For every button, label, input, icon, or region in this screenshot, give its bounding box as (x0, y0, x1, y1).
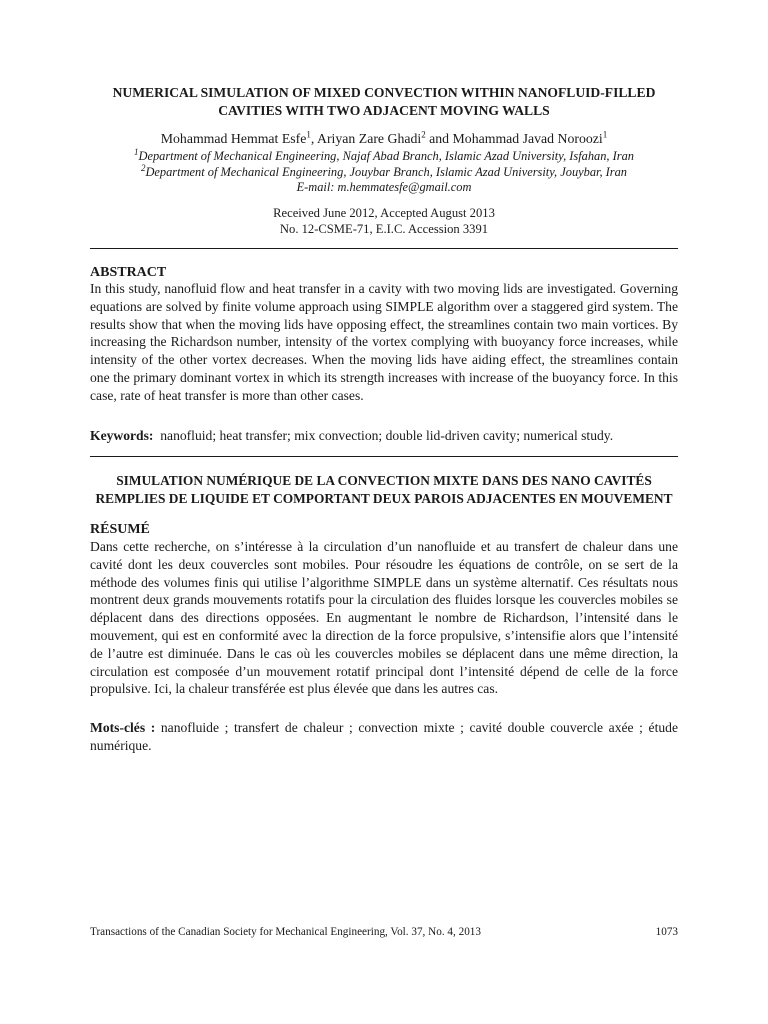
resume-text: Dans cette recherche, on s’intéresse à la circulation d’un nanofluide et au transfert de chaleur dans une cavité dont les deux couvercles sont mobiles. Pour résoudre les équations de contrôle, on se sert de la méthode des volumes finis qui utilise l’algorithme SIMPLE dans un système alternatif. Ces résultats nous montrent deux grands mouvements rotatifs pour la circulation des fluides lorsque les couvercles mobiles se déplacent dans des directions opposées. En augmentant le nombre de Richardson, l’intensité dans le mouvement, qui est en conformité avec la direction de la force propulsive, s’intensifie alors que l’intensité de l’autre est diminuée. Dans le cas où les couvercles mobiles se déplacent dans une même direction, la circulation est composée d’un mouvement rotatif principal dont l’intensité dépend de celle de la force propulsive. Ici, la chaleur transférée est plus élevée que dans les autres cas. (90, 539, 678, 697)
divider (90, 248, 678, 249)
abstract-text: In this study, nanofluid flow and heat transfer in a cavity with two moving lids are investigated. Governing equations are solved by finite volume approach using SIMPLE algorithm over a staggered gird system. The results show that when the moving lids have opposing effect, the streamlines contain two main vortices. By increasing the Richardson number, intensity of the vortex complying with buoyancy force increases, while intensity of the other vortex decreases. When the moving lids have aiding effect, the streamlines contain one the primary dominant vortex in which its strength increases with increase of the buoyancy force. In this case, rate of heat transfer is more than other cases. (90, 281, 678, 403)
author-name: Mohammad Javad Noroozi (452, 131, 603, 146)
affiliation (90, 146, 678, 165)
author-separator: , (310, 131, 317, 146)
author-name: Ariyan Zare Ghadi (317, 131, 422, 146)
affiliation-text: Department of Mechanical Engineering, Jouybar Branch, Islamic Azad University, Jouybar, Iran (145, 164, 628, 179)
keywords-label: Keywords: (90, 428, 154, 443)
affiliation (90, 162, 678, 181)
french-title: SIMULATION NUMÉRIQUE DE LA CONVECTION MIXTE DANS DES NANO CAVITÉS REMPLIES DE LIQUIDE ET COMPORTANT DEUX PAROIS ADJACENTES EN MOUVEMENT (95, 473, 673, 506)
author-affil-mark: 2 (421, 129, 426, 140)
publication-info (90, 206, 678, 237)
author-affil-mark: 1 (602, 129, 608, 140)
received-date: Received June 2012, Accepted August 2013 (273, 206, 495, 220)
journal-citation: Transactions of the Canadian Society for Mechanical Engineering, Vol. 37, No. 4, 2013 (90, 926, 481, 938)
author-name: Mohammad Hemmat Esfe (160, 131, 307, 146)
accession-number: No. 12-CSME-71, E.I.C. Accession 3391 (279, 221, 489, 236)
divider (90, 456, 678, 457)
affiliations (90, 146, 678, 196)
paper-title: NUMERICAL SIMULATION OF MIXED CONVECTION WITHIN NANOFLUID-FILLED CAVITIES WITH TWO ADJACENT MOVING WALLS (112, 85, 656, 118)
author-line (90, 130, 678, 147)
contact-email: E-mail: m.hemmatesfe@gmail.com (296, 180, 472, 194)
mots-cles-text: nanofluide ; transfert de chaleur ; convection mixte ; cavité double couvercle axée ; étude numérique. (90, 720, 678, 753)
page-number: 1073 (655, 926, 678, 938)
abstract-heading: ABSTRACT (90, 265, 167, 280)
keywords-text: nanofluid; heat transfer; mix convection; double lid-driven cavity; numerical study. (160, 428, 614, 443)
affiliation-mark: 2 (140, 162, 146, 173)
keywords-line (90, 427, 678, 445)
author-separator: and (425, 131, 453, 146)
resume-heading: RÉSUMÉ (90, 522, 150, 537)
affiliation-mark: 1 (134, 146, 139, 157)
author-affil-mark: 1 (306, 129, 311, 140)
affiliation-text: Department of Mechanical Engineering, Najaf Abad Branch, Islamic Azad University, Isfahan, Iran (138, 149, 634, 163)
mots-cles-label: Mots-clés : (90, 720, 156, 735)
mots-cles-line (90, 719, 678, 755)
